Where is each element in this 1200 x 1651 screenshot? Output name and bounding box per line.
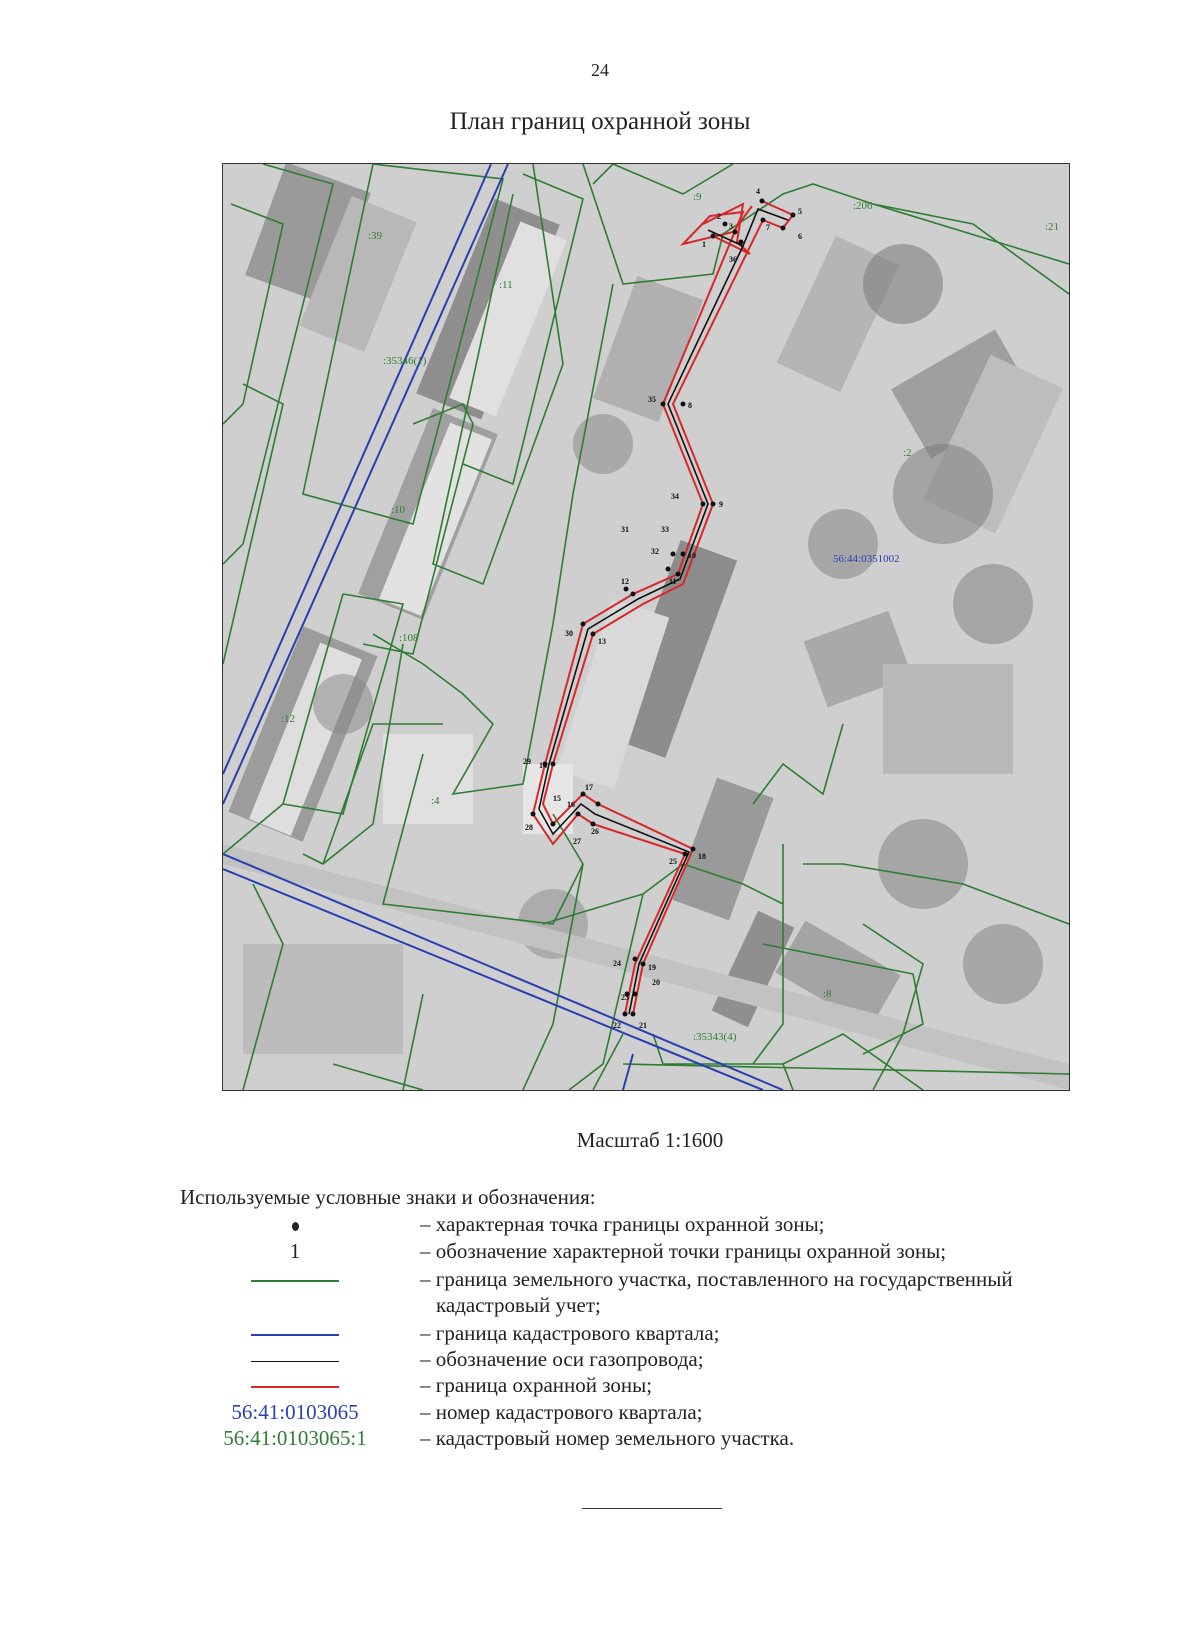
point-label: 16	[567, 800, 575, 809]
legend-item-point-label	[180, 1238, 1160, 1264]
point-label: 11	[669, 577, 677, 586]
legend-item-block-number	[180, 1399, 1160, 1425]
block-number-symbol: 56:41:0103065	[231, 1400, 359, 1424]
point-label: 18	[698, 852, 706, 861]
parcel-number-symbol: 56:41:0103065:1	[223, 1426, 367, 1450]
point-label: 7	[766, 223, 770, 232]
point-label: 28	[525, 823, 533, 832]
parcel-label: :12	[281, 713, 296, 725]
legend-title: Используемые условные знаки и обозначения:	[180, 1185, 596, 1209]
point-label: 33	[661, 525, 669, 534]
point-label: 6	[798, 232, 802, 241]
point-label: 19	[648, 963, 656, 972]
legend-item-block-boundary	[180, 1320, 1160, 1346]
point-label: 22	[613, 1021, 621, 1030]
point-label: 1	[702, 240, 706, 249]
parcel-label: :206	[853, 200, 873, 212]
point-label: 9	[719, 500, 723, 509]
zone-boundary-symbol	[251, 1386, 339, 1388]
point-label: 5	[798, 207, 802, 216]
point-label: 34	[671, 492, 679, 501]
point-label: 20	[652, 978, 660, 987]
parcel-label: :4	[431, 795, 440, 807]
point-label: 4	[756, 187, 760, 196]
aerial-background	[223, 164, 1069, 1090]
legend-item-parcel-number	[180, 1425, 1160, 1451]
point-label: 3	[729, 222, 733, 231]
parcel-label: :9	[693, 191, 702, 203]
parcel-label: :39	[368, 230, 383, 242]
legend-item-gas-axis	[180, 1346, 1160, 1372]
map-scale: Масштаб 1:1600	[576, 1128, 724, 1152]
point-label: 32	[651, 547, 659, 556]
legend-desc: – кадастровый номер земельного участка.	[420, 1426, 795, 1450]
parcel-label: :10	[391, 504, 406, 516]
map[interactable]	[222, 163, 1070, 1091]
parcel-boundary-symbol	[251, 1280, 339, 1282]
point-label: 13	[598, 637, 606, 646]
map-canvas	[223, 164, 1069, 1090]
point-label: 8	[688, 401, 692, 410]
point-label: 25	[669, 857, 677, 866]
legend-desc: – обозначение характерной точки границы охранной зоны;	[420, 1239, 947, 1263]
parcel-label: :35343(4)	[693, 1031, 737, 1043]
parcel-label: :2	[903, 447, 912, 459]
legend-desc: – граница охранной зоны;	[420, 1373, 653, 1397]
legend-desc-continued: кадастровый учет;	[436, 1293, 601, 1317]
page-number: 24	[591, 60, 609, 80]
page-title: План границ охранной зоны	[449, 108, 751, 135]
parcel-label: :108	[399, 632, 419, 644]
legend-item-zone-boundary	[180, 1372, 1160, 1398]
block-boundary-symbol	[251, 1334, 339, 1336]
point-label: 12	[621, 577, 629, 586]
parcel-label: :21	[1045, 221, 1060, 233]
point-label: 23	[621, 993, 629, 1002]
legend-desc: – граница земельного участка, поставленного на государственный	[420, 1267, 1013, 1291]
point-label: 17	[585, 783, 593, 792]
point-label: 29	[523, 757, 531, 766]
legend-desc: – граница кадастрового квартала;	[420, 1321, 720, 1345]
footer-rule	[582, 1508, 722, 1509]
boundary-point-symbol	[292, 1222, 299, 1231]
point-label-symbol: 1	[289, 1239, 301, 1263]
parcel-label: :11	[499, 279, 513, 291]
legend-item-boundary-point	[180, 1211, 1160, 1237]
point-label: 2	[717, 212, 721, 221]
point-label: 36	[729, 255, 737, 264]
point-label: 35	[648, 395, 656, 404]
parcel-label: :35346(1)	[383, 355, 427, 367]
point-label: 30	[565, 629, 573, 638]
point-label: 26	[591, 827, 599, 836]
point-label: 31	[621, 525, 629, 534]
legend-desc: – номер кадастрового квартала;	[420, 1400, 703, 1424]
gas-axis-symbol	[251, 1361, 339, 1362]
point-label: 15	[553, 794, 561, 803]
point-label: 24	[613, 959, 621, 968]
legend-desc: – характерная точка границы охранной зоны;	[420, 1212, 825, 1236]
point-label: 14	[539, 761, 547, 770]
point-label: 10	[688, 551, 696, 560]
legend-item-parcel-boundary	[180, 1266, 1160, 1318]
block-number-label: 56:44:0351002	[833, 553, 900, 565]
point-label: 21	[639, 1021, 647, 1030]
point-label: 27	[573, 837, 581, 846]
legend-desc: – обозначение оси газопровода;	[420, 1347, 704, 1371]
parcel-label: :8	[823, 988, 832, 1000]
